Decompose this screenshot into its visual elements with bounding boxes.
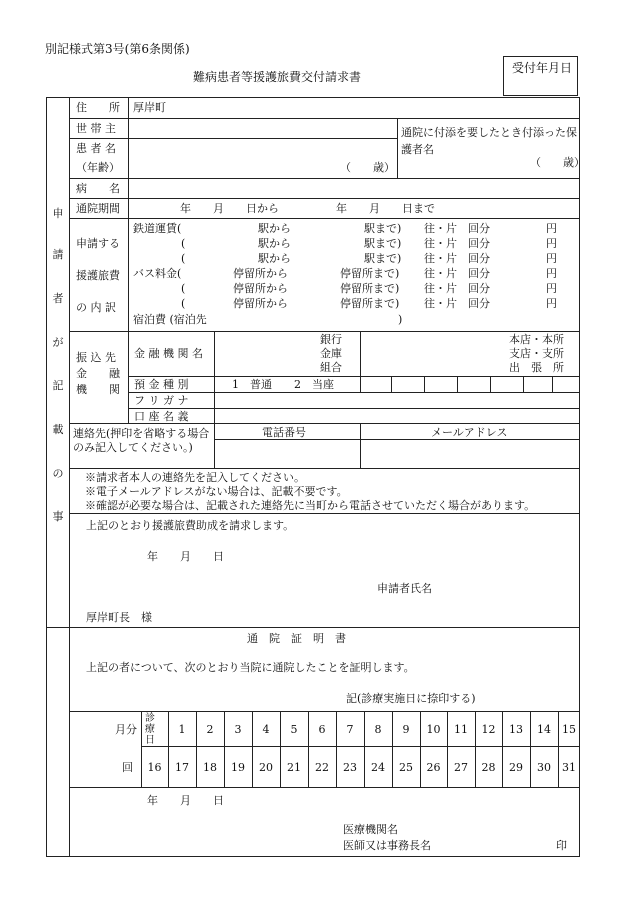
day-cell-10[interactable]: 10 — [426, 723, 441, 736]
expense-from[interactable]: 停留所から — [233, 267, 288, 280]
guardian-age[interactable]: （ 歳） — [530, 156, 585, 169]
expense-from[interactable]: 停留所から — [233, 297, 288, 310]
bank-type-2[interactable]: 金庫 — [320, 347, 342, 360]
patient-age-value[interactable]: （ 歳） — [340, 161, 395, 174]
day-cell-3[interactable]: 3 — [234, 723, 242, 736]
expense-kind: バス料金( — [133, 267, 182, 280]
expense-kind: ( — [181, 252, 186, 265]
disease-field[interactable] — [129, 179, 579, 197]
day-cell-9[interactable]: 9 — [402, 723, 410, 736]
contact-label: 連絡先(押印を省略する場合のみ記入してください。) — [73, 427, 210, 454]
expense-trip[interactable]: 往・片 回分 — [424, 222, 490, 235]
seal-mark: 印 — [556, 839, 567, 852]
day-cell-12[interactable]: 12 — [481, 723, 496, 736]
day-cell-20[interactable]: 20 — [259, 761, 273, 774]
day-cell-26[interactable]: 26 — [426, 761, 441, 774]
cert-date[interactable]: 年 月 日 — [147, 794, 224, 807]
page-title: 難病患者等援護旅費交付請求書 — [193, 70, 362, 84]
day-cell-21[interactable]: 21 — [287, 761, 301, 774]
day-cell-19[interactable]: 19 — [231, 761, 245, 774]
bank-branch-1[interactable]: 本店・本所 — [509, 333, 564, 346]
bank-name-label: 金 融 機 関 名 — [134, 347, 203, 360]
day-cell-27[interactable]: 27 — [454, 761, 468, 774]
household-head-field[interactable] — [129, 119, 396, 137]
period-from[interactable]: 年 月 日から — [180, 202, 279, 215]
account-holder-label: 口 座 名 義 — [134, 410, 189, 423]
note-2: ※電子メールアドレスがない場合は、記載不要です。 — [85, 485, 348, 498]
day-cell-24[interactable]: 24 — [371, 761, 385, 774]
day-cell-8[interactable]: 8 — [374, 723, 382, 736]
expense-yen[interactable]: 円 — [546, 297, 557, 310]
month-label: 月分 — [115, 723, 137, 736]
bank-type-1[interactable]: 銀行 — [320, 333, 342, 346]
household-head-label: 世 帯 主 — [76, 122, 116, 135]
expense-yen[interactable]: 円 — [546, 267, 557, 280]
day-cell-31[interactable]: 31 — [562, 761, 576, 774]
cert-note: 記(診療実施日に捺印する) — [346, 692, 476, 705]
day-cell-23[interactable]: 23 — [343, 761, 357, 774]
expense-kind: ( — [181, 237, 186, 250]
period-to[interactable]: 年 月 日まで — [336, 202, 435, 215]
expense-label-1: 申請する — [76, 237, 120, 250]
disease-label: 病 名 — [76, 182, 120, 195]
lodging-label[interactable]: 宿泊費 (宿泊先 — [133, 313, 207, 326]
day-cell-22[interactable]: 22 — [315, 761, 329, 774]
cert-text: 上記の者について、次のとおり当院に通院したことを証明します。 — [86, 661, 415, 674]
expense-yen[interactable]: 円 — [546, 222, 557, 235]
day-cell-11[interactable]: 11 — [454, 723, 468, 736]
cert-title: 通 院 証 明 書 — [247, 632, 346, 645]
day-cell-6[interactable]: 6 — [318, 723, 326, 736]
expense-yen[interactable]: 円 — [546, 237, 557, 250]
receipt-date-label: 受付年月日 — [512, 61, 573, 75]
expense-trip[interactable]: 往・片 回分 — [424, 297, 490, 310]
day-cell-15[interactable]: 15 — [562, 723, 576, 736]
email-field[interactable] — [361, 440, 579, 467]
address-value[interactable]: 厚岸町 — [133, 101, 166, 114]
day-cell-17[interactable]: 17 — [175, 761, 189, 774]
guardian-note: 通院に付添を要したとき付添った保護者名 — [401, 126, 577, 156]
expense-trip[interactable]: 往・片 回分 — [424, 237, 490, 250]
expense-from[interactable]: 駅から — [258, 252, 291, 265]
expense-label-2: 援護旅費 — [76, 269, 120, 282]
expense-kind: ( — [181, 282, 186, 295]
day-cell-4[interactable]: 4 — [262, 723, 270, 736]
day-cell-16[interactable]: 16 — [147, 761, 162, 774]
expense-yen[interactable]: 円 — [546, 282, 557, 295]
request-date[interactable]: 年 月 日 — [147, 550, 224, 563]
expense-from[interactable]: 停留所から — [233, 282, 288, 295]
expense-trip[interactable]: 往・片 回分 — [424, 282, 490, 295]
bank-branch-3[interactable]: 出 張 所 — [509, 361, 564, 374]
expense-kind: ( — [181, 297, 186, 310]
request-text: 上記のとおり援護旅費助成を請求します。 — [86, 519, 295, 532]
address-label: 住 所 — [76, 101, 120, 114]
note-1: ※請求者本人の連絡先を記入してください。 — [85, 471, 305, 484]
institution-label: 医療機関名 — [343, 823, 398, 836]
expense-to[interactable]: 駅まで) — [364, 237, 402, 250]
expense-label-3: の 内 訳 — [76, 301, 116, 314]
day-label: 診療日 — [145, 713, 155, 746]
day-cell-30[interactable]: 30 — [537, 761, 551, 774]
day-cell-1[interactable]: 1 — [178, 723, 186, 736]
patient-age-label: （年齢） — [76, 161, 120, 174]
expense-to[interactable]: 停留所まで) — [340, 282, 400, 295]
furigana-label: フ リ ガ ナ — [134, 394, 189, 407]
expense-to[interactable]: 駅まで) — [364, 252, 402, 265]
expense-trip[interactable]: 往・片 回分 — [424, 252, 490, 265]
account-type-options[interactable]: 1 普通 2 当座 — [232, 378, 334, 391]
day-cell-14[interactable]: 14 — [537, 723, 551, 736]
bank-type-3[interactable]: 組合 — [320, 361, 342, 374]
times-label: 回 — [122, 761, 133, 774]
day-cell-18[interactable]: 18 — [203, 761, 217, 774]
day-cell-29[interactable]: 29 — [509, 761, 523, 774]
phone-field[interactable] — [215, 440, 359, 467]
day-cell-28[interactable]: 28 — [481, 761, 496, 774]
bank-outer-2: 金 融 — [76, 367, 120, 380]
applicant-name-label: 申請者氏名 — [377, 582, 432, 595]
day-cell-5[interactable]: 5 — [290, 723, 298, 736]
day-cell-25[interactable]: 25 — [399, 761, 413, 774]
bank-outer-3: 機 関 — [76, 383, 120, 396]
expense-kind: 鉄道運賃( — [133, 222, 182, 235]
lodging-close: ) — [398, 313, 403, 326]
phone-label: 電話番号 — [262, 426, 306, 439]
day-cell-7[interactable]: 7 — [346, 723, 354, 736]
form-number: 別記様式第3号(第6条関係) — [45, 42, 190, 56]
bank-branch-2[interactable]: 支店・支所 — [509, 347, 564, 360]
day-cell-2[interactable]: 2 — [206, 723, 214, 736]
expense-from[interactable]: 駅から — [258, 222, 291, 235]
email-label: メールアドレス — [431, 426, 508, 439]
expense-yen[interactable]: 円 — [546, 252, 557, 265]
day-cell-13[interactable]: 13 — [509, 723, 523, 736]
note-3: ※確認が必要な場合は、記載された連絡先に当町から電話させていただく場合があります。 — [85, 499, 536, 512]
bank-outer-1: 振 込 先 — [76, 351, 116, 364]
expense-to[interactable]: 停留所まで) — [340, 297, 400, 310]
expense-from[interactable]: 駅から — [258, 237, 291, 250]
expense-to[interactable]: 駅まで) — [364, 222, 402, 235]
doctor-label: 医師又は事務長名 — [343, 839, 431, 852]
patient-label: 患 者 名 — [76, 142, 116, 155]
expense-trip[interactable]: 往・片 回分 — [424, 267, 490, 280]
expense-to[interactable]: 停留所まで) — [340, 267, 400, 280]
addressee: 厚岸町長 様 — [86, 611, 152, 624]
account-type-label: 預 金 種 別 — [134, 378, 189, 391]
period-label: 通院期間 — [76, 202, 120, 215]
